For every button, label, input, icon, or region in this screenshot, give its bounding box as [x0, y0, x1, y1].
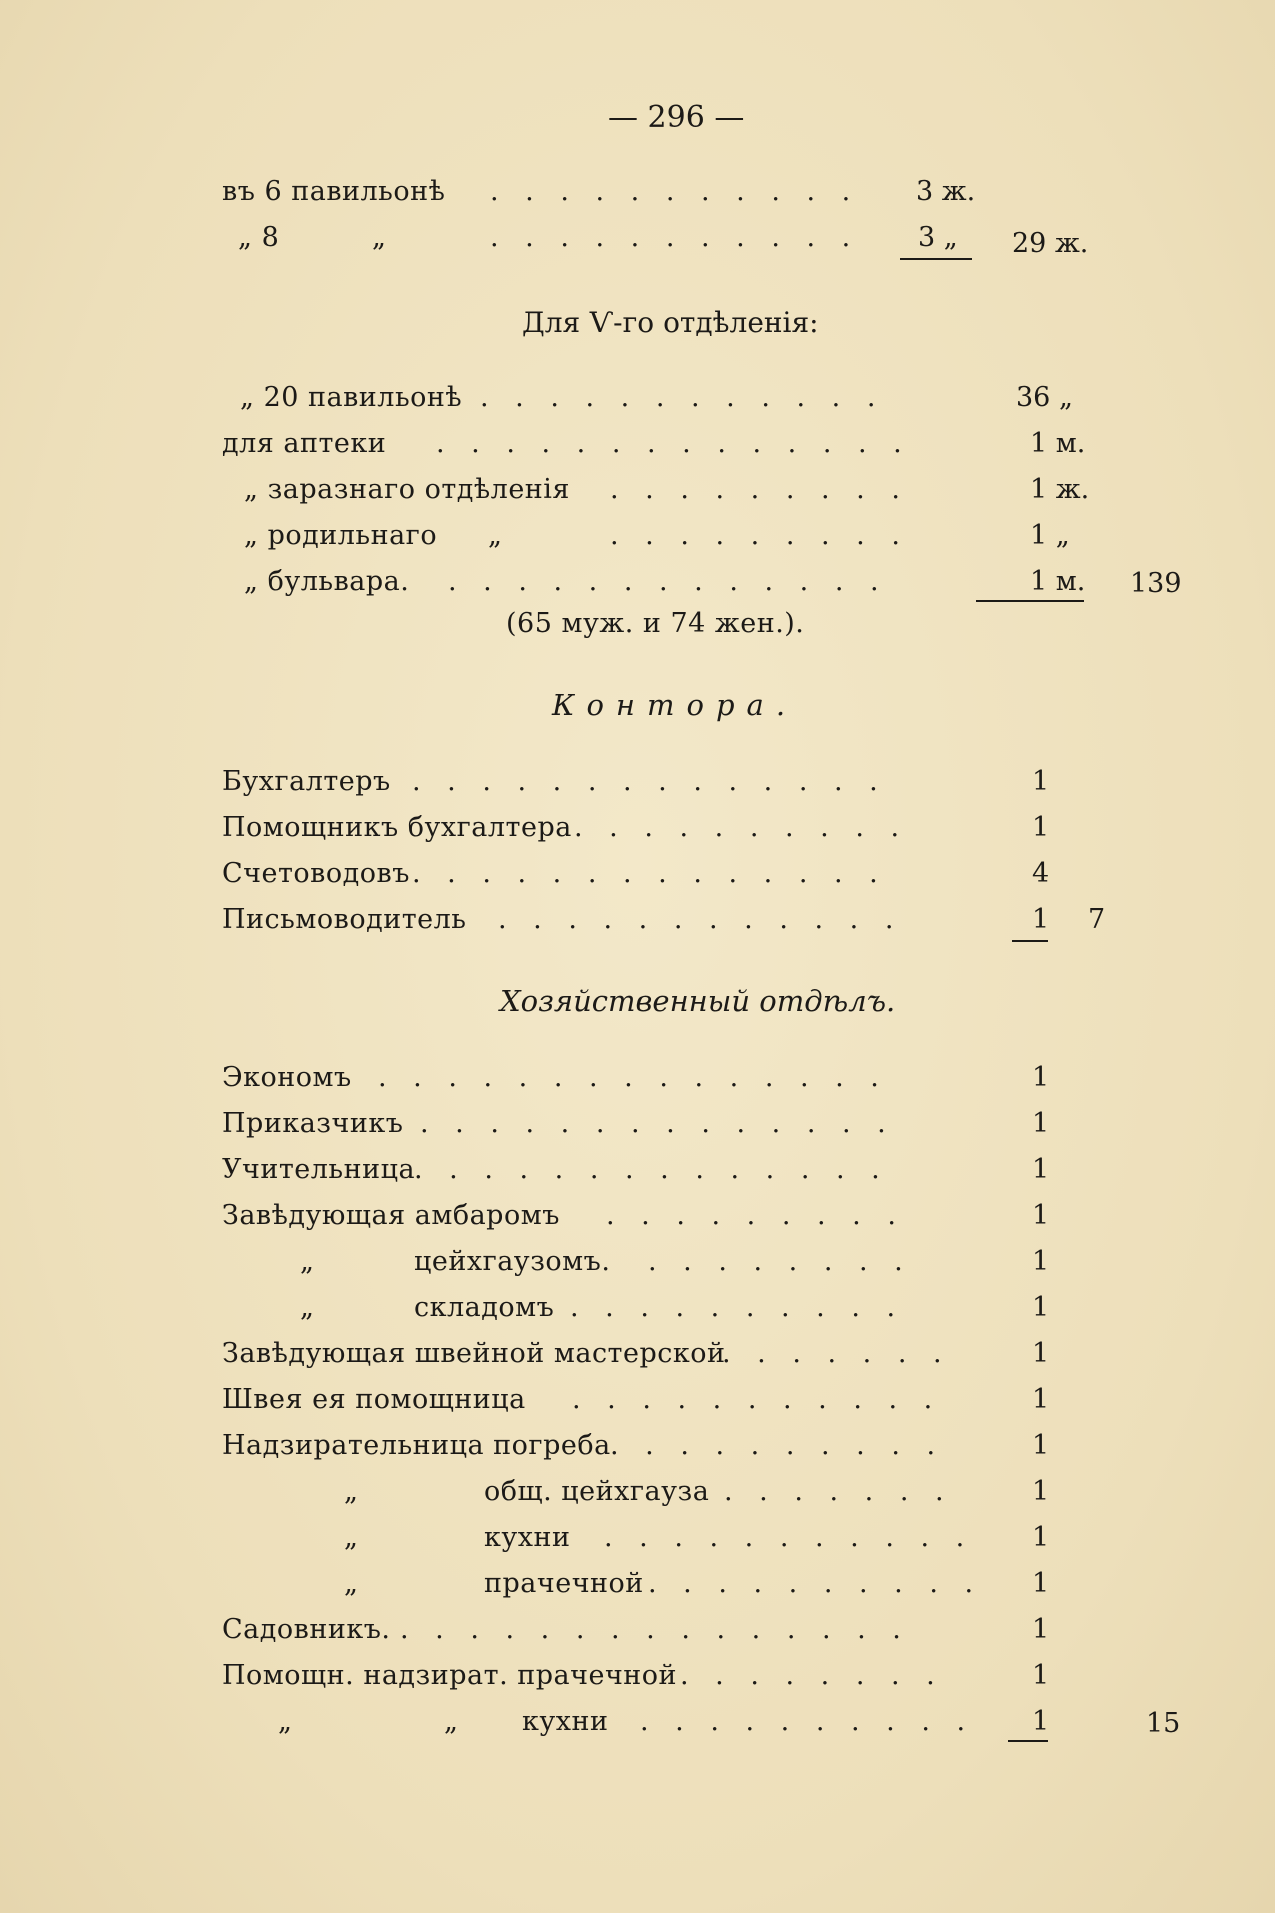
ditto-mark: „ — [278, 1706, 293, 1737]
row-value: 1 — [1032, 1292, 1050, 1323]
row-value: 1 — [1032, 1522, 1050, 1553]
sum-rule — [1012, 940, 1048, 942]
leader-dots: . . . . . . . . . . . — [572, 1384, 942, 1415]
leader-dots: . . . . . . . . . . . . . . — [414, 1154, 889, 1185]
row-label: прачечной — [484, 1568, 644, 1599]
ditto-mark: „ — [488, 520, 503, 551]
row-label: кухни — [522, 1706, 609, 1737]
section-title: Для Ѵ-го отдѣленія: — [522, 306, 819, 339]
leader-dots: . . . . . . . . . . . . . . — [412, 766, 887, 797]
page-number: — 296 — — [608, 100, 745, 135]
leader-dots: . . . . . . . . . — [610, 474, 909, 505]
row-label: Письмоводитель — [222, 904, 467, 935]
row-label: общ. цейхгауза — [484, 1476, 710, 1507]
leader-dots: . . . . . . . . . . — [570, 1292, 905, 1323]
row-label: складомъ — [414, 1292, 555, 1323]
row-label: Швея ея помощница — [222, 1384, 526, 1415]
leader-dots: . . . . . . . . . — [606, 1200, 905, 1231]
leader-dots: . . . . . . . . . . . . . — [448, 566, 888, 597]
row-value: 1 — [1032, 812, 1050, 843]
row-label: Экономъ — [222, 1062, 352, 1093]
row-total: 15 — [1146, 1708, 1181, 1739]
leader-dots: . . . . . . . . — [648, 1246, 912, 1277]
row-value: 1 м. — [1030, 428, 1086, 459]
ditto-mark: „ — [300, 1246, 315, 1277]
leader-dots: . . . . . . . . . . . . . . — [436, 428, 911, 459]
sum-rule — [1008, 1740, 1048, 1742]
ditto-mark: „ — [344, 1476, 359, 1507]
row-label: „ заразнаго отдѣленія — [244, 474, 570, 505]
ditto-mark: „ — [344, 1522, 359, 1553]
row-label: Счетоводовъ — [222, 858, 410, 889]
row-label: „ родильнаго — [244, 520, 438, 551]
row-value: 1 — [1032, 1108, 1050, 1139]
row-label: „ бульвара. — [244, 566, 410, 597]
row-label: цейхгаузомъ. — [414, 1246, 611, 1277]
row-value: 1 — [1032, 1430, 1050, 1461]
leader-dots: . . . . . . . . . — [610, 520, 909, 551]
leader-dots: . . . . . . . — [724, 1476, 953, 1507]
row-label: Бухгалтеръ — [222, 766, 391, 797]
leader-dots: . . . . . . . . . . . — [490, 222, 860, 253]
row-total: 139 — [1130, 568, 1182, 599]
row-value: 1 „ — [1030, 520, 1070, 551]
row-value: 1 — [1032, 904, 1050, 935]
row-value: 36 „ — [1016, 382, 1073, 413]
row-value: 1 — [1032, 1706, 1050, 1737]
ditto-mark: „ — [344, 1568, 359, 1599]
row-label: Завѣдующая швейной мастерской — [222, 1338, 726, 1369]
leader-dots: . . . . . . . . . . — [640, 1706, 975, 1737]
leader-dots: . . . . . . . . . . . — [604, 1522, 974, 1553]
leader-dots: . . . . . . . . . . . . . . . — [378, 1062, 888, 1093]
leader-dots: . . . . . . . . — [680, 1660, 944, 1691]
row-label: „ 20 павильонѣ — [240, 382, 463, 413]
row-label: кухни — [484, 1522, 571, 1553]
row-value: 1 м. — [1030, 566, 1086, 597]
row-value: 3 „ — [918, 222, 958, 253]
row-label: Садовникъ. — [222, 1614, 391, 1645]
ditto-mark: „ 8 — [238, 222, 280, 253]
row-label: для аптеки — [222, 428, 387, 459]
row-value: 1 — [1032, 1338, 1050, 1369]
leader-dots: . . . . . . . . . . — [574, 812, 909, 843]
ditto-mark: „ — [300, 1292, 315, 1323]
ditto-mark: „ — [444, 1706, 459, 1737]
row-label: Учительница — [222, 1154, 416, 1185]
row-value: 1 — [1032, 1062, 1050, 1093]
row-value: 1 — [1032, 1200, 1050, 1231]
sum-rule — [976, 600, 1084, 602]
section-title: Хозяйственный отдѣлъ. — [500, 984, 896, 1018]
row-value: 1 — [1032, 1246, 1050, 1277]
row-label: Надзирательница погреба — [222, 1430, 611, 1461]
row-value: 1 — [1032, 1154, 1050, 1185]
row-value: 1 — [1032, 1568, 1050, 1599]
leader-dots: . . . . . . . . . . . . . . . — [400, 1614, 910, 1645]
ditto-mark: „ — [372, 222, 387, 253]
row-value: 1 — [1032, 766, 1050, 797]
row-label: Завѣдующая амбаромъ — [222, 1200, 560, 1231]
section-summary: (65 муж. и 74 жен.). — [506, 608, 805, 639]
row-label: Приказчикъ — [222, 1108, 404, 1139]
leader-dots: . . . . . . . . . . — [648, 1568, 983, 1599]
row-value: 1 — [1032, 1384, 1050, 1415]
leader-dots: . . . . . . . — [722, 1338, 951, 1369]
row-value: 1 — [1032, 1614, 1050, 1645]
section-title: Контора. — [552, 688, 798, 722]
leader-dots: . . . . . . . . . . . . . . — [412, 858, 887, 889]
row-value: 3 ж. — [916, 176, 976, 207]
row-total: 29 ж. — [1012, 228, 1089, 259]
row-value: 1 — [1032, 1476, 1050, 1507]
row-total: 7 — [1088, 904, 1106, 935]
leader-dots: . . . . . . . . . . . . — [480, 382, 885, 413]
leader-dots: . . . . . . . . . . . . — [498, 904, 903, 935]
row-value: 1 ж. — [1030, 474, 1090, 505]
row-value: 1 — [1032, 1660, 1050, 1691]
row-label: Помощникъ бухгалтера — [222, 812, 572, 843]
leader-dots: . . . . . . . . . . . — [490, 176, 860, 207]
row-label: Помощн. надзират. прачечной — [222, 1660, 678, 1691]
row-value: 4 — [1032, 858, 1050, 889]
row-label: въ 6 павильонѣ — [222, 176, 446, 207]
leader-dots: . . . . . . . . . . — [610, 1430, 945, 1461]
sum-rule — [900, 258, 972, 260]
leader-dots: . . . . . . . . . . . . . . — [420, 1108, 895, 1139]
